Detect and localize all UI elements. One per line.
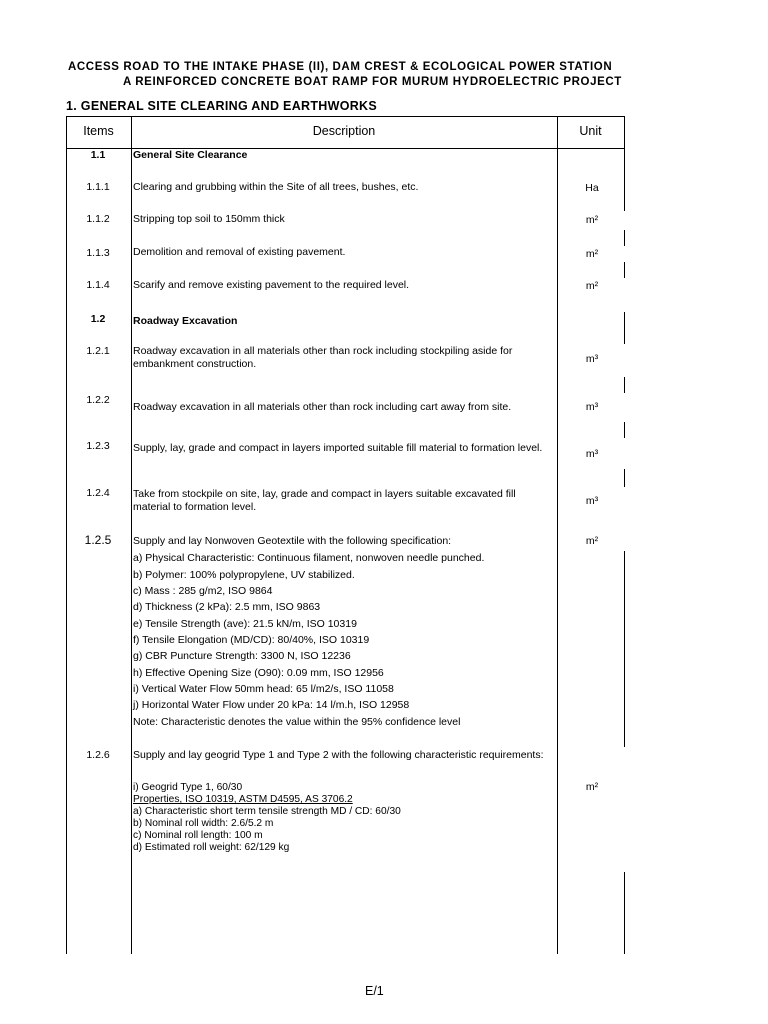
- column-header-unit: Unit: [579, 124, 602, 138]
- item-number: 1.2.3: [86, 440, 110, 452]
- spec-line: d) Thickness (2 kPa): 2.5 mm, ISO 9863: [133, 601, 321, 613]
- spec-line: j) Horizontal Water Flow under 20 kPa: 14 l/m.h, ISO 12958: [133, 699, 410, 711]
- right-border-fragment: [624, 422, 625, 438]
- spec-line: b) Nominal roll width: 2.6/5.2 m: [133, 818, 274, 829]
- item-number: 1.1.1: [86, 181, 110, 193]
- item-unit: m²: [585, 535, 599, 547]
- table-right-border: [624, 116, 625, 211]
- item-unit: m³: [585, 448, 599, 460]
- item-unit: m²: [585, 214, 599, 226]
- section-heading: 1. GENERAL SITE CLEARING AND EARTHWORKS: [66, 99, 378, 113]
- item-description: Supply and lay Nonwoven Geotextile with the following specification:: [133, 535, 452, 547]
- spec-line: i) Vertical Water Flow 50mm head: 65 l/m2/s, ISO 11058: [133, 683, 394, 695]
- spec-note: Note: Characteristic denotes the value within the 95% confidence level: [133, 716, 461, 728]
- spec-line: e) Tensile Strength (ave): 21.5 kN/m, ISO 10319: [133, 618, 357, 630]
- spec-line: g) CBR Puncture Strength: 3300 N, ISO 12236: [133, 650, 351, 662]
- spec-line: a) Physical Characteristic: Continuous filament, nonwoven needle punched.: [133, 552, 485, 564]
- item-number: 1.2.4: [86, 487, 110, 499]
- item-description: Clearing and grubbing within the Site of all trees, bushes, etc.: [133, 181, 419, 193]
- item-description: Supply and lay geogrid Type 1 and Type 2 with the following characteristic requirements:: [133, 749, 544, 761]
- item-description: Supply, lay, grade and compact in layers imported suitable fill material to formation level.: [133, 442, 543, 454]
- spec-line: d) Estimated roll weight: 62/129 kg: [133, 842, 290, 853]
- item-description: Scarify and remove existing pavement to the required level.: [133, 279, 410, 291]
- item-description: Demolition and removal of existing pavement.: [133, 246, 346, 258]
- item-number: 1.1.4: [86, 279, 110, 291]
- right-border-fragment: [624, 312, 625, 344]
- page-number: E/1: [365, 984, 384, 998]
- right-border-fragment: [624, 872, 625, 954]
- item-number: 1.2.5: [84, 533, 112, 547]
- spec-line: c) Mass : 285 g/m2, ISO 9864: [133, 585, 273, 597]
- column-header-items: Items: [83, 124, 114, 138]
- item-description: Take from stockpile on site, lay, grade and compact in layers suitable excavated fill material to formation level.: [133, 488, 516, 513]
- right-border-fragment: [624, 469, 625, 487]
- item-description: Roadway excavation in all materials other than rock including cart away from site.: [133, 401, 512, 413]
- document-title-line-1: ACCESS ROAD TO THE INTAKE PHASE (II), DAM CREST & ECOLOGICAL POWER STATION: [68, 61, 613, 73]
- right-border-fragment: [624, 262, 625, 278]
- items-column-divider: [131, 116, 132, 954]
- item-number: 1.1.3: [86, 247, 110, 259]
- item-unit: m²: [585, 781, 599, 793]
- item-unit: m²: [585, 280, 599, 292]
- item-number: 1.2: [90, 313, 106, 325]
- item-number: 1.2.6: [86, 749, 110, 761]
- spec-line: h) Effective Opening Size (O90): 0.09 mm, ISO 12956: [133, 667, 384, 679]
- spec-line: Properties, ISO 10319, ASTM D4595, AS 3706.2: [133, 794, 353, 805]
- column-header-description: Description: [312, 124, 376, 138]
- spec-line: c) Nominal roll length: 100 m: [133, 830, 263, 841]
- spec-line: f) Tensile Elongation (MD/CD): 80/40%, ISO 10319: [133, 634, 370, 646]
- right-border-fragment: [624, 551, 625, 747]
- item-unit: Ha: [585, 182, 599, 194]
- item-number: 1.2.1: [86, 345, 110, 357]
- right-border-fragment: [624, 230, 625, 246]
- document-title-line-2: A REINFORCED CONCRETE BOAT RAMP FOR MURUM HYDROELECTRIC PROJECT: [123, 76, 622, 88]
- spec-line: b) Polymer: 100% polypropylene, UV stabilized.: [133, 569, 355, 581]
- item-unit: m³: [585, 495, 599, 507]
- right-border-fragment: [624, 377, 625, 393]
- item-unit: m³: [585, 353, 599, 365]
- item-number: 1.2.2: [86, 394, 110, 406]
- item-description: General Site Clearance: [133, 149, 248, 161]
- item-unit: m²: [585, 248, 599, 260]
- item-description: Roadway Excavation: [133, 315, 238, 327]
- item-description: Stripping top soil to 150mm thick: [133, 213, 285, 225]
- item-number: 1.1: [90, 149, 106, 161]
- spec-line: a) Characteristic short term tensile strength MD / CD: 60/30: [133, 806, 401, 817]
- item-number: 1.1.2: [86, 213, 110, 225]
- item-unit: m³: [585, 401, 599, 413]
- spec-line: i) Geogrid Type 1, 60/30: [133, 782, 243, 793]
- item-description: Roadway excavation in all materials other than rock including stockpiling aside for embankment construction.: [133, 345, 513, 370]
